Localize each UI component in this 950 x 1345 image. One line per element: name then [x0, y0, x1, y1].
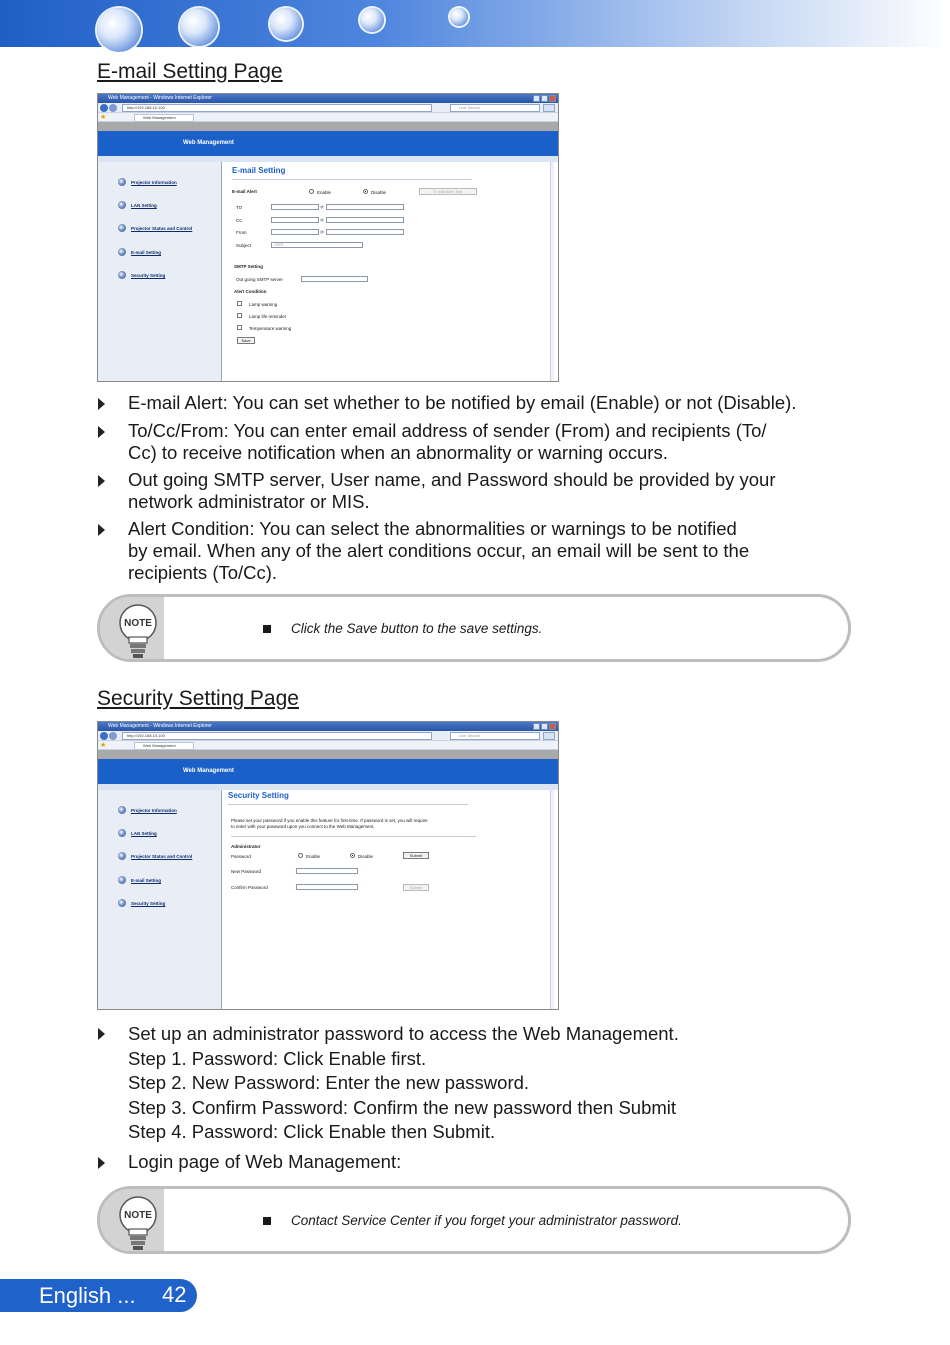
favorites-star-icon: ★	[100, 114, 107, 121]
new-password-field	[296, 868, 358, 874]
email-setting-screenshot	[97, 93, 559, 382]
browser-window-title: Web Management - Windows Internet Explorer	[108, 95, 212, 101]
email-alert-label: E-mail Alert	[232, 189, 257, 194]
note-badge: NOTE	[124, 618, 152, 629]
browser-titlebar	[98, 722, 558, 731]
email-section-title: E-mail Setting Page	[97, 60, 283, 83]
smtp-server-field	[301, 276, 368, 282]
footer-page-indicator	[0, 1279, 197, 1312]
bullet-icon	[118, 178, 126, 186]
heading-divider	[232, 179, 472, 180]
browser-window-title: Web Management - Windows Internet Explorer	[108, 723, 212, 729]
decorative-bubble	[450, 8, 468, 26]
lamp-life-label: Lamp life reminder	[249, 314, 287, 319]
maximize-icon	[541, 95, 548, 102]
temperature-label: Temperature warning	[249, 326, 292, 331]
decorative-bubble	[270, 8, 302, 40]
from-label: From	[236, 230, 247, 235]
disable-radio	[350, 853, 355, 858]
cc-label: CC	[236, 218, 243, 223]
sidebar-item-security-setting: Security Setting	[118, 271, 165, 279]
forward-icon	[109, 104, 117, 112]
smtp-setting-heading: SMTP Setting	[234, 264, 263, 269]
bullet-icon	[118, 248, 126, 256]
web-management-banner	[98, 759, 558, 784]
sidebar	[98, 790, 222, 1010]
square-bullet-icon	[263, 1217, 271, 1225]
lamp-warning-checkbox	[237, 301, 242, 306]
bullet-line: recipients (To/Cc).	[128, 562, 278, 583]
address-field: http://192.168.10.100	[122, 732, 432, 740]
scrollbar	[550, 162, 554, 382]
password-note-box	[97, 1186, 851, 1254]
security-setting-heading: Security Setting	[228, 791, 289, 800]
bullet-icon	[118, 224, 126, 232]
enable-label: Enable	[317, 190, 332, 195]
heading-divider	[228, 804, 468, 805]
favorites-bar	[98, 113, 558, 122]
enable-label: Enable	[306, 854, 321, 859]
temperature-checkbox	[237, 325, 242, 330]
note-lightbulb-icon	[116, 603, 160, 661]
search-field: Live Search	[450, 732, 540, 740]
step-line: Step 3. Confirm Password: Confirm the new password then Submit	[128, 1096, 677, 1118]
bullet-line: Login page of Web Management:	[128, 1151, 402, 1172]
page-number: 42	[162, 1282, 187, 1307]
browser-titlebar	[98, 94, 558, 103]
email-setting-heading: E-mail Setting	[232, 166, 286, 175]
note-badge: NOTE	[124, 1210, 152, 1221]
from-domain-field	[326, 229, 404, 235]
description-divider	[231, 836, 476, 837]
search-field: Live Search	[450, 104, 540, 112]
to-label: TO	[236, 205, 243, 210]
note-text: Contact Service Center if you forget your administrator password.	[291, 1213, 682, 1228]
bullet-icon	[118, 852, 126, 860]
at-sign: @	[320, 217, 325, 222]
sidebar-item-email-setting: E-mail Setting	[118, 876, 161, 884]
email-alert-test-button: E-mail Alert Test	[419, 188, 477, 195]
step-line: Step 2. New Password: Enter the new password.	[128, 1072, 530, 1093]
security-section-title: Security Setting Page	[97, 687, 299, 710]
maximize-icon	[541, 723, 548, 730]
sidebar-item-email-setting: E-mail Setting	[118, 248, 161, 256]
sidebar-item-lan-setting: LAN Setting	[118, 201, 157, 209]
security-description-line: to enter with your password upon you connect to the Web Management.	[231, 824, 375, 829]
window-controls	[533, 723, 556, 730]
footer-language: English ...	[39, 1283, 136, 1308]
cc-field	[271, 217, 319, 223]
disable-label: Disable	[371, 190, 387, 195]
back-icon	[100, 104, 108, 112]
save-note-box	[97, 594, 851, 662]
bullet-icon	[118, 806, 126, 814]
submit-button-disabled: Submit	[403, 884, 429, 891]
bullet-line: Alert Condition: You can select the abnormalities or warnings to be notified	[128, 518, 737, 539]
window-controls	[533, 95, 556, 102]
square-bullet-icon	[263, 625, 271, 633]
bullet-line: network administrator or MIS.	[128, 491, 370, 512]
browser-address-bar	[98, 731, 558, 741]
favorites-bar	[98, 741, 558, 750]
confirm-password-label: Confirm Password	[231, 885, 268, 890]
sidebar-item-projector-information: Projector Information	[118, 806, 177, 814]
favorites-star-icon: ★	[100, 742, 107, 749]
security-setting-screenshot	[97, 721, 559, 1010]
bullet-line: Cc) to receive notification when an abnormality or warning occurs.	[128, 442, 668, 463]
to-domain-field	[326, 204, 404, 210]
bullet-icon	[118, 829, 126, 837]
minimize-icon	[533, 95, 540, 102]
sidebar-item-projector-information: Projector Information	[118, 178, 177, 186]
page-content	[98, 162, 558, 382]
cc-domain-field	[326, 217, 404, 223]
minimize-icon	[533, 723, 540, 730]
arrow-bullet-icon	[98, 1028, 105, 1040]
arrow-bullet-icon	[98, 426, 105, 438]
page-content	[98, 790, 558, 1010]
subject-field: Alert	[271, 242, 363, 248]
note-text: Click the Save button to the save settings.	[291, 621, 543, 636]
sidebar	[98, 162, 222, 382]
bullet-line: by email. When any of the alert conditions occur, an email will be sent to the	[128, 540, 750, 561]
bullet-line: Set up an administrator password to access the Web Management.	[128, 1023, 679, 1044]
bullet-line: To/Cc/From: You can enter email address of sender (From) and recipients (To/	[128, 420, 767, 441]
security-description-line: Please set your password if you enable this feature for first-time. If password is set, you will require	[231, 818, 428, 823]
decorative-bubble	[97, 8, 141, 52]
header-band	[0, 0, 950, 47]
from-field	[271, 229, 319, 235]
toolbar-strip	[98, 750, 558, 759]
bullet-icon	[118, 201, 126, 209]
arrow-bullet-icon	[98, 398, 105, 410]
browser-tab: Web Management	[134, 114, 194, 122]
back-icon	[100, 732, 108, 740]
forward-icon	[109, 732, 117, 740]
scrollbar	[550, 790, 554, 1010]
sidebar-item-security-setting: Security Setting	[118, 899, 165, 907]
toolbar-strip	[98, 122, 558, 131]
browser-tab: Web Management	[134, 742, 194, 750]
disable-label: Disable	[358, 854, 374, 859]
submit-button: Submit	[403, 852, 429, 859]
lamp-warning-label: Lamp warning	[249, 302, 278, 307]
decorative-bubble	[360, 8, 384, 32]
close-icon	[549, 95, 556, 102]
to-field	[271, 204, 319, 210]
step-line: Step 4. Password: Click Enable then Submit.	[128, 1121, 496, 1142]
password-label: Password	[231, 854, 251, 859]
banner-title: Web Management	[183, 768, 234, 774]
save-button: Save	[237, 337, 255, 344]
sidebar-item-status-control: Projector Status and Control	[118, 852, 192, 860]
note-lightbulb-icon	[116, 1195, 160, 1253]
arrow-bullet-icon	[98, 524, 105, 536]
bullet-icon	[118, 271, 126, 279]
browser-address-bar	[98, 103, 558, 113]
banner-title: Web Management	[183, 140, 234, 146]
bullet-icon	[118, 876, 126, 884]
bullet-line: E-mail Alert: You can set whether to be notified by email (Enable) or not (Disable).	[128, 392, 797, 413]
subject-label: Subject	[236, 243, 252, 248]
web-management-banner	[98, 131, 558, 156]
smtp-server-label: Out going SMTP server	[236, 277, 283, 282]
bullet-icon	[118, 899, 126, 907]
address-field: http://192.168.10.100	[122, 104, 432, 112]
enable-radio	[298, 853, 303, 858]
disable-radio	[363, 189, 368, 194]
at-sign: @	[320, 229, 325, 234]
enable-radio	[309, 189, 314, 194]
sidebar-item-lan-setting: LAN Setting	[118, 829, 157, 837]
administrator-heading: Administrator	[231, 844, 261, 849]
lamp-life-checkbox	[237, 313, 242, 318]
alert-condition-heading: Alert Condition	[234, 289, 267, 294]
new-password-label: New Password	[231, 869, 262, 874]
at-sign: @	[320, 204, 325, 209]
close-icon	[549, 723, 556, 730]
search-icon	[543, 732, 555, 740]
email-form	[223, 162, 554, 382]
arrow-bullet-icon	[98, 475, 105, 487]
arrow-bullet-icon	[98, 1157, 105, 1169]
search-icon	[543, 104, 555, 112]
step-line: Step 1. Password: Click Enable first.	[128, 1047, 427, 1069]
decorative-bubble	[180, 8, 218, 46]
sidebar-item-status-control: Projector Status and Control	[118, 224, 192, 232]
confirm-password-field	[296, 884, 358, 890]
bullet-line: Out going SMTP server, User name, and Password should be provided by your	[128, 469, 776, 490]
security-form	[223, 790, 554, 1010]
